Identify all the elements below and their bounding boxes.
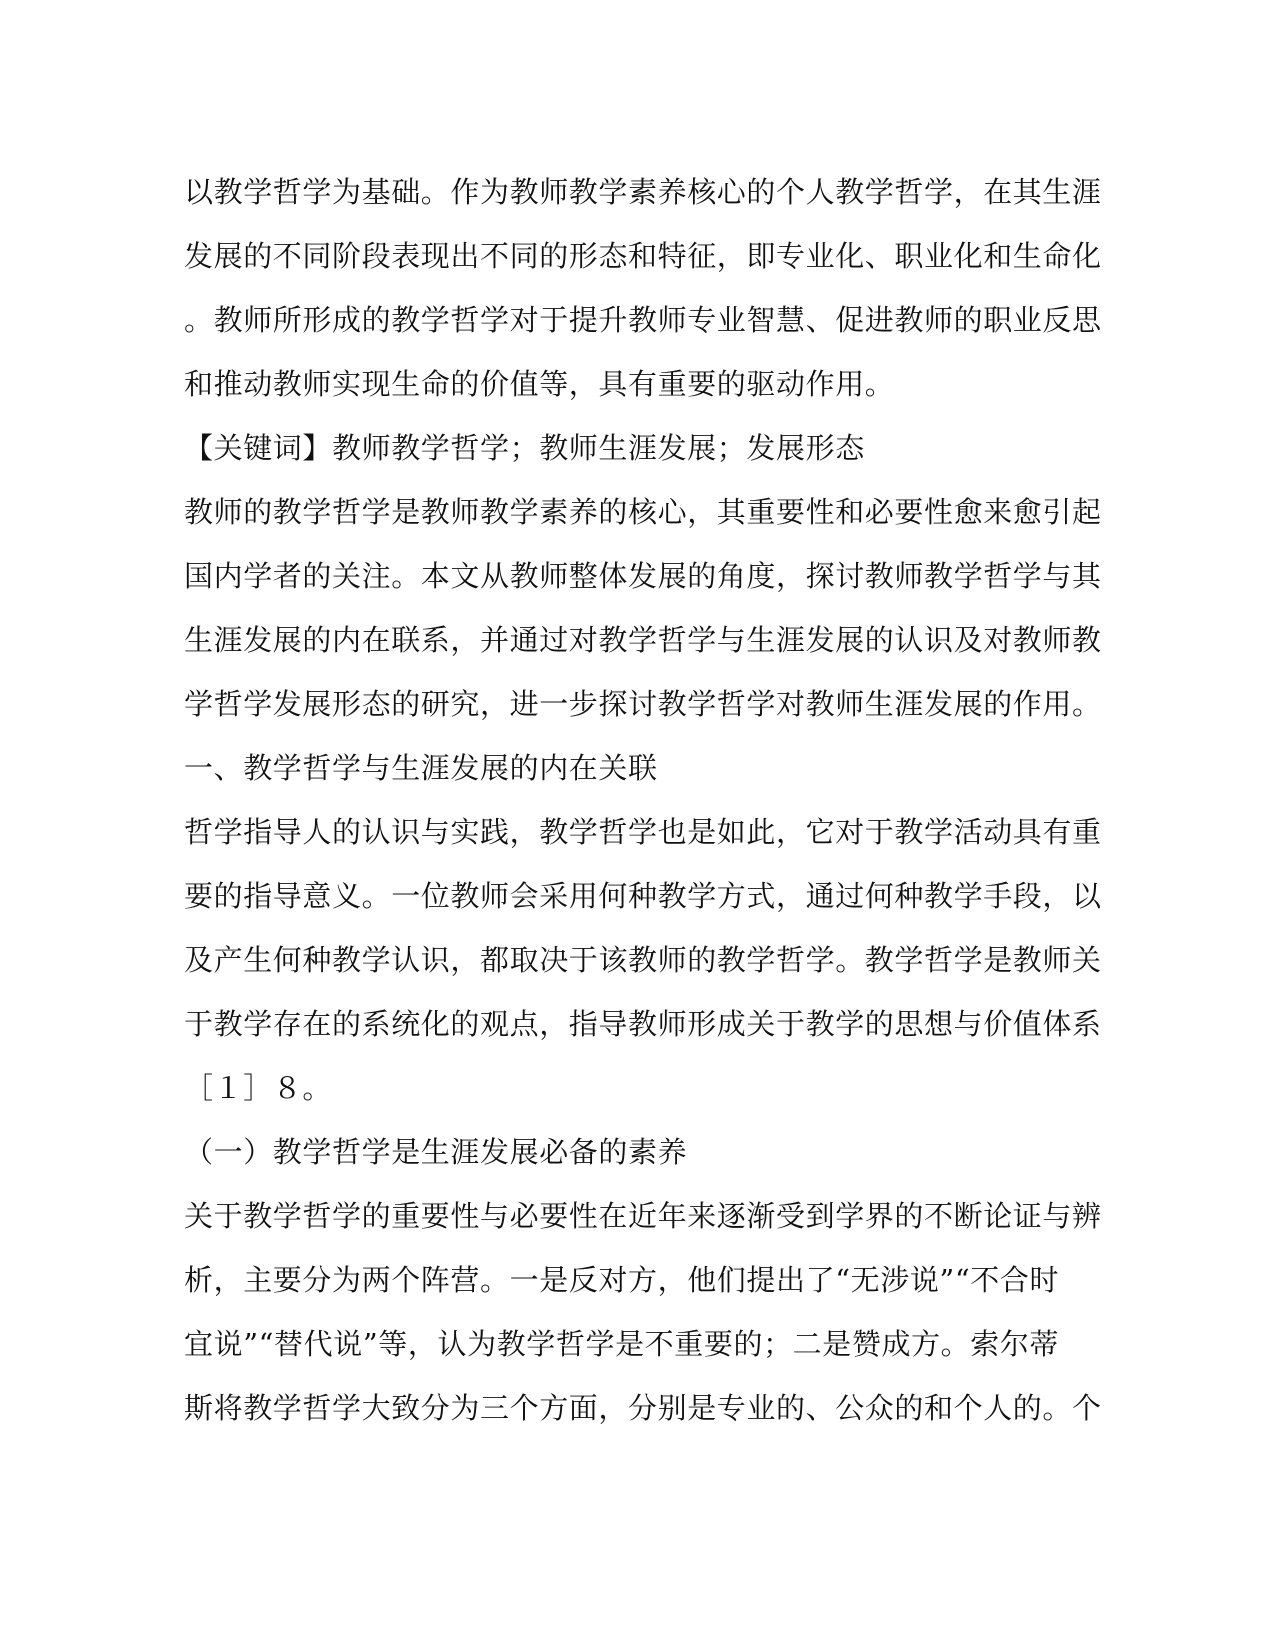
- text-line: 哲学指导人的认识与实践，教学哲学也是如此，它对于教学活动具有重: [184, 815, 1102, 849]
- text-line: 要的指导意义。一位教师会采用何种教学方式，通过何种教学手段，以: [184, 879, 1102, 913]
- text-line: 斯将教学哲学大致分为三个方面，分别是专业的、公众的和个人的。个: [184, 1391, 1102, 1425]
- text-line: 发展的不同阶段表现出不同的形态和特征，即专业化、职业化和生命化: [184, 239, 1102, 273]
- text-line: 教师的教学哲学是教师教学素养的核心，其重要性和必要性愈来愈引起: [184, 495, 1102, 529]
- text-line: 。教师所形成的教学哲学对于提升教师专业智慧、促进教师的职业反思: [184, 303, 1102, 337]
- text-line: 宜说”“替代说”等，认为教学哲学是不重要的；二是赞成方。索尔蒂: [184, 1327, 1060, 1361]
- text-line: 析，主要分为两个阵营。一是反对方，他们提出了“无涉说”“不合时: [184, 1263, 1060, 1297]
- section-heading: 一、教学哲学与生涯发展的内在关联: [184, 751, 658, 785]
- text-line: 及产生何种教学认识，都取决于该教师的教学哲学。教学哲学是教师关: [184, 943, 1102, 977]
- text-line: 生涯发展的内在联系，并通过对教学哲学与生涯发展的认识及对教师教: [184, 623, 1102, 657]
- subsection-heading: （一）教学哲学是生涯发展必备的素养: [184, 1135, 688, 1169]
- text-line: 国内学者的关注。本文从教师整体发展的角度，探讨教师教学哲学与其: [184, 559, 1102, 593]
- keywords-line: 【关键词】教师教学哲学；教师生涯发展；发展形态: [184, 431, 865, 465]
- text-line: 学哲学发展形态的研究，进一步探讨教学哲学对教师生涯发展的作用。: [184, 687, 1102, 721]
- citation-line: ［１］８。: [184, 1071, 333, 1105]
- document-body: [184, 160, 1102, 1440]
- text-line: 和推动教师实现生命的价值等，具有重要的驱动作用。: [184, 367, 895, 401]
- text-line: 关于教学哲学的重要性与必要性在近年来逐渐受到学界的不断论证与辨: [184, 1199, 1102, 1233]
- text-line: 以教学哲学为基础。作为教师教学素养核心的个人教学哲学，在其生涯: [184, 175, 1102, 209]
- text-line: 于教学存在的系统化的观点，指导教师形成关于教学的思想与价值体系: [184, 1007, 1102, 1041]
